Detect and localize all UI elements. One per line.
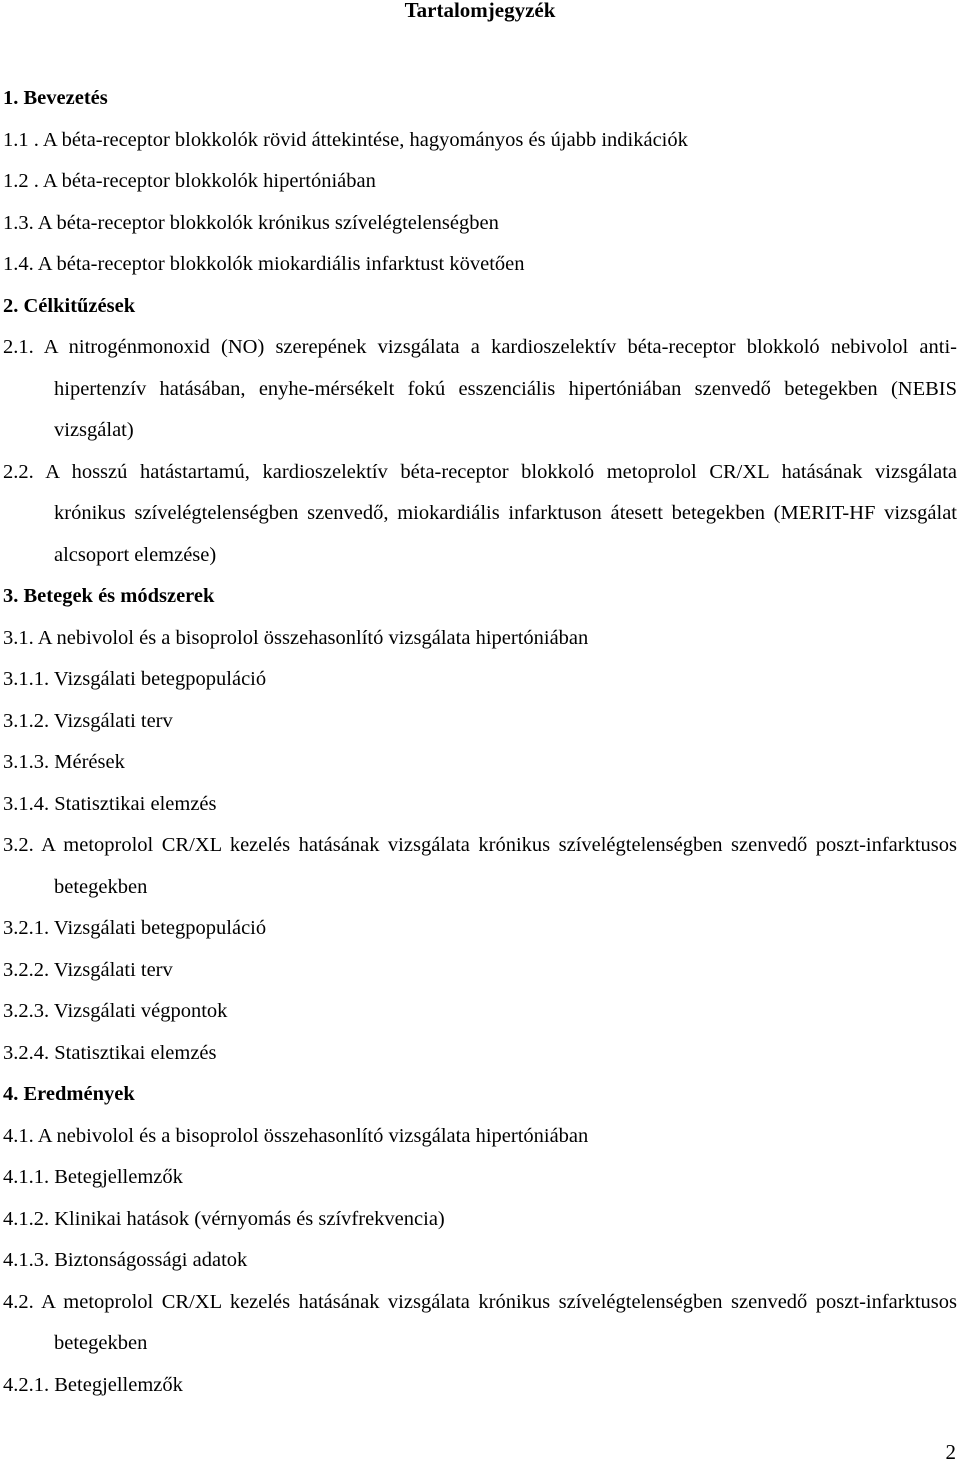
toc-entry-4-1: 4.1. A nebivolol és a bisoprolol összehasonlító vizsgálata hipertóniában xyxy=(3,1124,589,1147)
page-number: 2 xyxy=(945,1440,956,1464)
toc-section-1: 1. Bevezetés xyxy=(3,87,108,109)
table-of-contents xyxy=(3,78,957,1406)
toc-entry-4-2-1: 4.2.1. Betegjellemzők xyxy=(3,1373,183,1396)
toc-entry-3-2: 3.2. A metoprolol CR/XL kezelés hatásának vizsgálata krónikus szívelégtelenségben szenvedő poszt-infarktusos betegekben xyxy=(3,834,957,898)
toc-entry-3-1-1: 3.1.1. Vizsgálati betegpopuláció xyxy=(3,668,267,690)
toc-entry-4-2: 4.2. A metoprolol CR/XL kezelés hatásának vizsgálata krónikus szívelégtelenségben szenvedő poszt-infarktusos betegekben xyxy=(3,1290,957,1354)
toc-entry-1-2: 1.2 . A béta-receptor blokkolók hipertóniában xyxy=(3,170,376,192)
toc-entry-4-1-1: 4.1.1. Betegjellemzők xyxy=(3,1166,183,1188)
toc-entry-3-1-3: 3.1.3. Mérések xyxy=(3,751,125,773)
toc-entry-1-4: 1.4. A béta-receptor blokkolók miokardiális infarktust követően xyxy=(3,253,525,275)
toc-section-3: 3. Betegek és módszerek xyxy=(3,585,215,607)
toc-entry-3-2-3: 3.2.3. Vizsgálati végpontok xyxy=(3,1000,228,1022)
toc-entry-4-1-3: 4.1.3. Biztonságossági adatok xyxy=(3,1249,248,1271)
toc-entry-3-1-2: 3.1.2. Vizsgálati terv xyxy=(3,709,173,732)
toc-entry-3-2-1: 3.2.1. Vizsgálati betegpopuláció xyxy=(3,917,267,939)
toc-entry-3-2-4: 3.2.4. Statisztikai elemzés xyxy=(3,1041,217,1064)
page-title: Tartalomjegyzék xyxy=(404,0,556,22)
toc-section-4: 4. Eredmények xyxy=(3,1083,135,1105)
toc-entry-1-1: 1.1 . A béta-receptor blokkolók rövid áttekintése, hagyományos és újabb indikációk xyxy=(3,128,688,151)
toc-entry-2-2: 2.2. A hosszú hatástartamú, kardioszelektív béta-receptor blokkoló metoprolol CR/XL hatásának vizsgálata krónikus szívelégtelenségben szenvedő, miokardiális infarktuson átesett betegekben (MERIT-HF vizsgálat alcsoport elemzése) xyxy=(3,460,957,566)
toc-entry-4-1-2: 4.1.2. Klinikai hatások (vérnyomás és szívfrekvencia) xyxy=(3,1207,445,1230)
toc-entry-1-3: 1.3. A béta-receptor blokkolók krónikus szívelégtelenségben xyxy=(3,211,499,234)
toc-entry-3-1: 3.1. A nebivolol és a bisoprolol összehasonlító vizsgálata hipertóniában xyxy=(3,626,589,649)
toc-section-2: 2. Célkitűzések xyxy=(3,294,136,317)
toc-entry-3-2-2: 3.2.2. Vizsgálati terv xyxy=(3,958,173,981)
toc-entry-3-1-4: 3.1.4. Statisztikai elemzés xyxy=(3,792,217,815)
toc-entry-2-1: 2.1. A nitrogénmonoxid (NO) szerepének vizsgálata a kardioszelektív béta-receptor blokkoló nebivolol anti-hipertenzív hatásában, enyhe-mérsékelt fokú esszenciális hipertóniában szenvedő betegekben (NEBIS vizsgálat) xyxy=(3,336,957,441)
